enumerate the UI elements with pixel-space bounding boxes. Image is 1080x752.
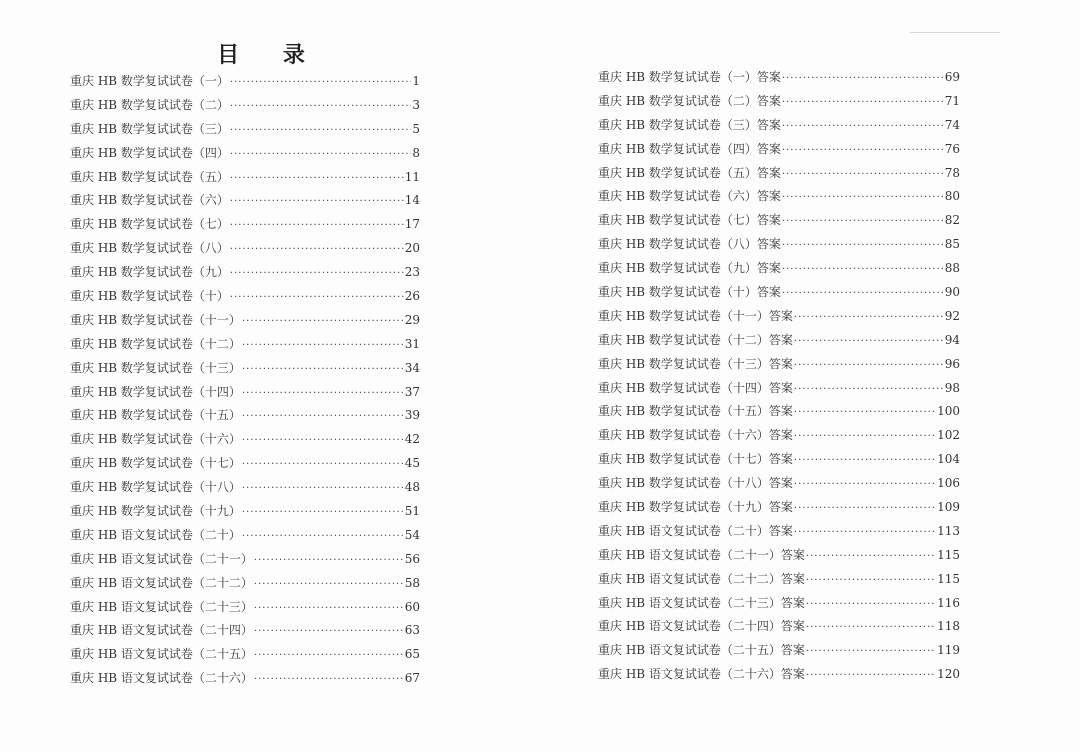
toc-entry[interactable] — [70, 311, 420, 335]
toc-entry-page: 102 — [937, 428, 960, 443]
toc-entry[interactable] — [598, 187, 960, 211]
toc-entry[interactable] — [70, 454, 420, 478]
toc-entry[interactable] — [598, 594, 960, 618]
toc-entry-page: 115 — [937, 547, 960, 562]
toc-entry[interactable] — [598, 164, 960, 188]
toc-entry-page: 17 — [404, 217, 420, 232]
toc-leader-dots — [806, 575, 936, 586]
toc-entry[interactable] — [70, 550, 420, 574]
toc-leader-dots — [230, 173, 404, 184]
toc-entry-page: 8 — [412, 145, 420, 160]
toc-leader-dots — [230, 196, 404, 207]
toc-entry-title: 重庆 HB 语文复试试卷（二十六）答案 — [598, 667, 805, 682]
toc-entry-page: 42 — [404, 432, 420, 447]
toc-entry-page: 96 — [944, 356, 960, 371]
toc-entry[interactable] — [598, 474, 960, 498]
toc-leader-dots — [230, 101, 411, 112]
toc-entry-page: 60 — [404, 599, 420, 614]
toc-leader-dots — [242, 435, 404, 446]
toc-entry-page: 82 — [944, 213, 960, 228]
toc-leader-dots — [794, 431, 936, 442]
toc-entry-page: 51 — [404, 504, 420, 519]
toc-entry[interactable] — [598, 641, 960, 665]
toc-entry-title: 重庆 HB 数学复试试卷（二） — [70, 97, 229, 112]
toc-entry-title: 重庆 HB 数学复试试卷（十四） — [70, 384, 241, 399]
toc-entry[interactable] — [70, 191, 420, 215]
toc-entry[interactable] — [70, 144, 420, 168]
toc-entry-title: 重庆 HB 语文复试试卷（二十五） — [70, 647, 253, 662]
toc-entry-title: 重庆 HB 语文复试试卷（二十四） — [70, 623, 253, 638]
toc-leader-dots — [230, 125, 411, 136]
toc-entry-title: 重庆 HB 语文复试试卷（二十六） — [70, 671, 253, 686]
toc-entry-title: 重庆 HB 数学复试试卷（三）答案 — [598, 117, 781, 132]
toc-entry[interactable] — [70, 502, 420, 526]
toc-entry-title: 重庆 HB 语文复试试卷（二十三）答案 — [598, 595, 805, 610]
toc-entry-title: 重庆 HB 数学复试试卷（十九） — [70, 504, 241, 519]
toc-leader-dots — [794, 384, 944, 395]
toc-entry-page: 31 — [404, 336, 420, 351]
toc-leader-dots — [794, 336, 944, 347]
toc-entry[interactable] — [70, 383, 420, 407]
toc-entry-title: 重庆 HB 数学复试试卷（十二） — [70, 336, 241, 351]
toc-entry[interactable] — [70, 430, 420, 454]
toc-entry-title: 重庆 HB 数学复试试卷（三） — [70, 121, 229, 136]
page-title: 目 录 — [217, 42, 323, 68]
toc-entry-page: 34 — [404, 360, 420, 375]
toc-entry-title: 重庆 HB 数学复试试卷（六）答案 — [598, 189, 781, 204]
toc-entry[interactable] — [598, 546, 960, 570]
toc-entry-page: 26 — [404, 289, 420, 304]
toc-leader-dots — [794, 503, 936, 514]
toc-entry-title: 重庆 HB 数学复试试卷（十一）答案 — [598, 308, 793, 323]
toc-entry[interactable] — [598, 259, 960, 283]
toc-entry-page: 56 — [404, 551, 420, 566]
toc-column-left — [70, 72, 420, 693]
toc-entry[interactable] — [70, 621, 420, 645]
toc-entry[interactable] — [70, 96, 420, 120]
toc-leader-dots — [794, 479, 936, 490]
toc-entry-page: 90 — [944, 285, 960, 300]
toc-entry-page: 39 — [404, 408, 420, 423]
toc-entry-page: 120 — [937, 667, 960, 682]
toc-leader-dots — [254, 626, 404, 637]
toc-leader-dots — [242, 364, 404, 375]
toc-entry-title: 重庆 HB 数学复试试卷（十五） — [70, 408, 241, 423]
toc-entry-title: 重庆 HB 数学复试试卷（十七） — [70, 456, 241, 471]
toc-entry-title: 重庆 HB 数学复试试卷（十五）答案 — [598, 404, 793, 419]
toc-entry-page: 67 — [404, 671, 420, 686]
toc-entry[interactable] — [598, 402, 960, 426]
toc-entry[interactable] — [598, 617, 960, 641]
toc-entry[interactable] — [70, 287, 420, 311]
toc-entry-page: 115 — [937, 571, 960, 586]
toc-entry-page: 1 — [412, 74, 420, 88]
toc-entry[interactable] — [598, 570, 960, 594]
toc-entry-page: 65 — [404, 647, 420, 662]
toc-leader-dots — [242, 388, 404, 399]
toc-leader-dots — [242, 483, 404, 494]
toc-leader-dots — [242, 459, 404, 470]
toc-entry-page: 54 — [404, 527, 420, 542]
toc-entry-page: 71 — [944, 93, 960, 108]
toc-entry-page: 94 — [944, 332, 960, 347]
toc-entry[interactable] — [70, 645, 420, 669]
toc-entry-page: 85 — [944, 237, 960, 252]
toc-entry[interactable] — [598, 522, 960, 546]
toc-entry-title: 重庆 HB 语文复试试卷（二十四）答案 — [598, 619, 805, 634]
toc-entry-page: 109 — [937, 500, 960, 515]
toc-leader-dots — [230, 292, 404, 303]
toc-entry-title: 重庆 HB 数学复试试卷（七） — [70, 217, 229, 232]
toc-entry[interactable] — [70, 406, 420, 430]
toc-leader-dots — [794, 455, 936, 466]
toc-entry-title: 重庆 HB 数学复试试卷（十八）答案 — [598, 476, 793, 491]
toc-entry-title: 重庆 HB 语文复试试卷（二十三） — [70, 599, 253, 614]
toc-leader-dots — [242, 531, 404, 542]
toc-leader-dots — [806, 599, 936, 610]
toc-entry[interactable] — [598, 140, 960, 164]
toc-entry-page: 14 — [404, 193, 420, 208]
toc-entry-title: 重庆 HB 语文复试试卷（二十）答案 — [598, 523, 793, 538]
toc-leader-dots — [242, 340, 404, 351]
toc-entry-title: 重庆 HB 数学复试试卷（十）答案 — [598, 285, 781, 300]
toc-entry-page: 37 — [404, 384, 420, 399]
toc-entry[interactable] — [70, 239, 420, 263]
toc-entry-title: 重庆 HB 数学复试试卷（四）答案 — [598, 141, 781, 156]
toc-entry-page: 63 — [404, 623, 420, 638]
toc-entry[interactable] — [70, 335, 420, 359]
toc-entry-page: 3 — [412, 97, 420, 112]
toc-column-right — [598, 68, 960, 689]
toc-leader-dots — [782, 264, 944, 275]
toc-entry-page: 74 — [944, 117, 960, 132]
toc-entry-page: 45 — [404, 456, 420, 471]
toc-entry-title: 重庆 HB 数学复试试卷（十七）答案 — [598, 452, 793, 467]
toc-entry[interactable] — [70, 574, 420, 598]
toc-leader-dots — [806, 670, 936, 681]
toc-entry-page: 104 — [937, 452, 960, 467]
toc-entry[interactable] — [70, 120, 420, 144]
toc-leader-dots — [782, 288, 944, 299]
toc-entry-page: 88 — [944, 261, 960, 276]
toc-leader-dots — [254, 555, 404, 566]
toc-entry-title: 重庆 HB 数学复试试卷（九）答案 — [598, 261, 781, 276]
toc-entry-title: 重庆 HB 语文复试试卷（二十五）答案 — [598, 643, 805, 658]
toc-entry[interactable] — [598, 665, 960, 689]
toc-leader-dots — [782, 192, 944, 203]
toc-entry-page: 76 — [944, 141, 960, 156]
toc-entry-page: 98 — [944, 380, 960, 395]
toc-entry-title: 重庆 HB 数学复试试卷（八）答案 — [598, 237, 781, 252]
toc-entry-page: 119 — [937, 643, 960, 658]
toc-leader-dots — [230, 268, 404, 279]
toc-leader-dots — [242, 316, 404, 327]
toc-entry-title: 重庆 HB 数学复试试卷（九） — [70, 265, 229, 280]
toc-entry[interactable] — [70, 526, 420, 550]
toc-entry-title: 重庆 HB 数学复试试卷（四） — [70, 145, 229, 160]
toc-leader-dots — [242, 411, 404, 422]
toc-entry[interactable] — [598, 283, 960, 307]
toc-entry-page: 78 — [944, 165, 960, 180]
toc-leader-dots — [782, 145, 944, 156]
toc-leader-dots — [782, 97, 944, 108]
toc-leader-dots — [254, 579, 404, 590]
toc-entry-page: 69 — [944, 70, 960, 84]
toc-entry-title: 重庆 HB 数学复试试卷（一）答案 — [598, 70, 781, 84]
toc-entry[interactable] — [598, 355, 960, 379]
toc-entry[interactable] — [598, 331, 960, 355]
toc-leader-dots — [794, 407, 936, 418]
toc-entry-page: 48 — [404, 480, 420, 495]
toc-entry-title: 重庆 HB 数学复试试卷（五）答案 — [598, 165, 781, 180]
toc-entry-page: 118 — [937, 619, 960, 634]
toc-entry-title: 重庆 HB 数学复试试卷（十） — [70, 289, 229, 304]
toc-entry-page: 113 — [937, 523, 960, 538]
toc-entry-title: 重庆 HB 语文复试试卷（二十二）答案 — [598, 571, 805, 586]
toc-entry[interactable] — [598, 235, 960, 259]
toc-entry-page: 58 — [404, 575, 420, 590]
toc-entry-title: 重庆 HB 数学复试试卷（十二）答案 — [598, 332, 793, 347]
toc-entry-title: 重庆 HB 数学复试试卷（十六） — [70, 432, 241, 447]
toc-entry-page: 80 — [944, 189, 960, 204]
toc-entry[interactable] — [598, 450, 960, 474]
toc-entry[interactable] — [70, 215, 420, 239]
toc-entry[interactable] — [598, 211, 960, 235]
scan-artifact-line — [910, 32, 1000, 33]
toc-leader-dots — [254, 650, 404, 661]
toc-leader-dots — [230, 149, 411, 160]
toc-leader-dots — [782, 73, 944, 84]
toc-entry-title: 重庆 HB 数学复试试卷（八） — [70, 241, 229, 256]
toc-leader-dots — [782, 216, 944, 227]
toc-leader-dots — [254, 603, 404, 614]
toc-leader-dots — [806, 551, 936, 562]
toc-entry[interactable] — [70, 478, 420, 502]
toc-leader-dots — [782, 169, 944, 180]
toc-entry[interactable] — [70, 598, 420, 622]
toc-entry-title: 重庆 HB 数学复试试卷（十九）答案 — [598, 500, 793, 515]
toc-leader-dots — [794, 360, 944, 371]
toc-entry-title: 重庆 HB 数学复试试卷（五） — [70, 169, 229, 184]
toc-entry-page: 11 — [404, 169, 420, 184]
toc-entry-title: 重庆 HB 数学复试试卷（七）答案 — [598, 213, 781, 228]
toc-entry-page: 92 — [944, 308, 960, 323]
toc-entry-title: 重庆 HB 数学复试试卷（十三）答案 — [598, 356, 793, 371]
toc-entry[interactable] — [598, 116, 960, 140]
toc-entry[interactable] — [70, 359, 420, 383]
toc-leader-dots — [782, 121, 944, 132]
toc-leader-dots — [230, 244, 404, 255]
toc-entry[interactable] — [598, 426, 960, 450]
toc-entry-title: 重庆 HB 数学复试试卷（十四）答案 — [598, 380, 793, 395]
toc-entry-title: 重庆 HB 数学复试试卷（十八） — [70, 480, 241, 495]
toc-entry-page: 116 — [937, 595, 960, 610]
toc-entry-title: 重庆 HB 数学复试试卷（六） — [70, 193, 229, 208]
toc-entry-title: 重庆 HB 数学复试试卷（十一） — [70, 312, 241, 327]
toc-entry-title: 重庆 HB 数学复试试卷（二）答案 — [598, 93, 781, 108]
toc-entry[interactable] — [598, 498, 960, 522]
toc-entry-title: 重庆 HB 数学复试试卷（十六）答案 — [598, 428, 793, 443]
toc-leader-dots — [806, 646, 936, 657]
toc-leader-dots — [782, 240, 944, 251]
toc-entry[interactable] — [598, 92, 960, 116]
toc-entry-title: 重庆 HB 语文复试试卷（二十二） — [70, 575, 253, 590]
toc-entry-title: 重庆 HB 语文复试试卷（二十一）答案 — [598, 547, 805, 562]
toc-entry-page: 20 — [404, 241, 420, 256]
toc-leader-dots — [794, 527, 936, 538]
toc-entry[interactable] — [598, 307, 960, 331]
toc-entry[interactable] — [598, 68, 960, 92]
toc-leader-dots — [230, 220, 404, 231]
toc-entry[interactable] — [70, 72, 420, 96]
toc-leader-dots — [242, 507, 404, 518]
toc-entry-title: 重庆 HB 数学复试试卷（一） — [70, 74, 229, 88]
toc-leader-dots — [254, 674, 404, 685]
toc-entry-title: 重庆 HB 数学复试试卷（十三） — [70, 360, 241, 375]
toc-leader-dots — [806, 622, 936, 633]
toc-entry-page: 29 — [404, 312, 420, 327]
toc-entry-page: 23 — [404, 265, 420, 280]
toc-entry-page: 100 — [937, 404, 960, 419]
toc-entry-page: 5 — [412, 121, 420, 136]
toc-entry-title: 重庆 HB 语文复试试卷（二十） — [70, 527, 241, 542]
toc-entry[interactable] — [598, 379, 960, 403]
toc-leader-dots — [230, 77, 411, 88]
toc-entry[interactable] — [70, 669, 420, 693]
toc-entry[interactable] — [70, 263, 420, 287]
toc-leader-dots — [794, 312, 944, 323]
toc-entry-title: 重庆 HB 语文复试试卷（二十一） — [70, 551, 253, 566]
toc-entry-page: 106 — [937, 476, 960, 491]
toc-entry[interactable] — [70, 168, 420, 192]
